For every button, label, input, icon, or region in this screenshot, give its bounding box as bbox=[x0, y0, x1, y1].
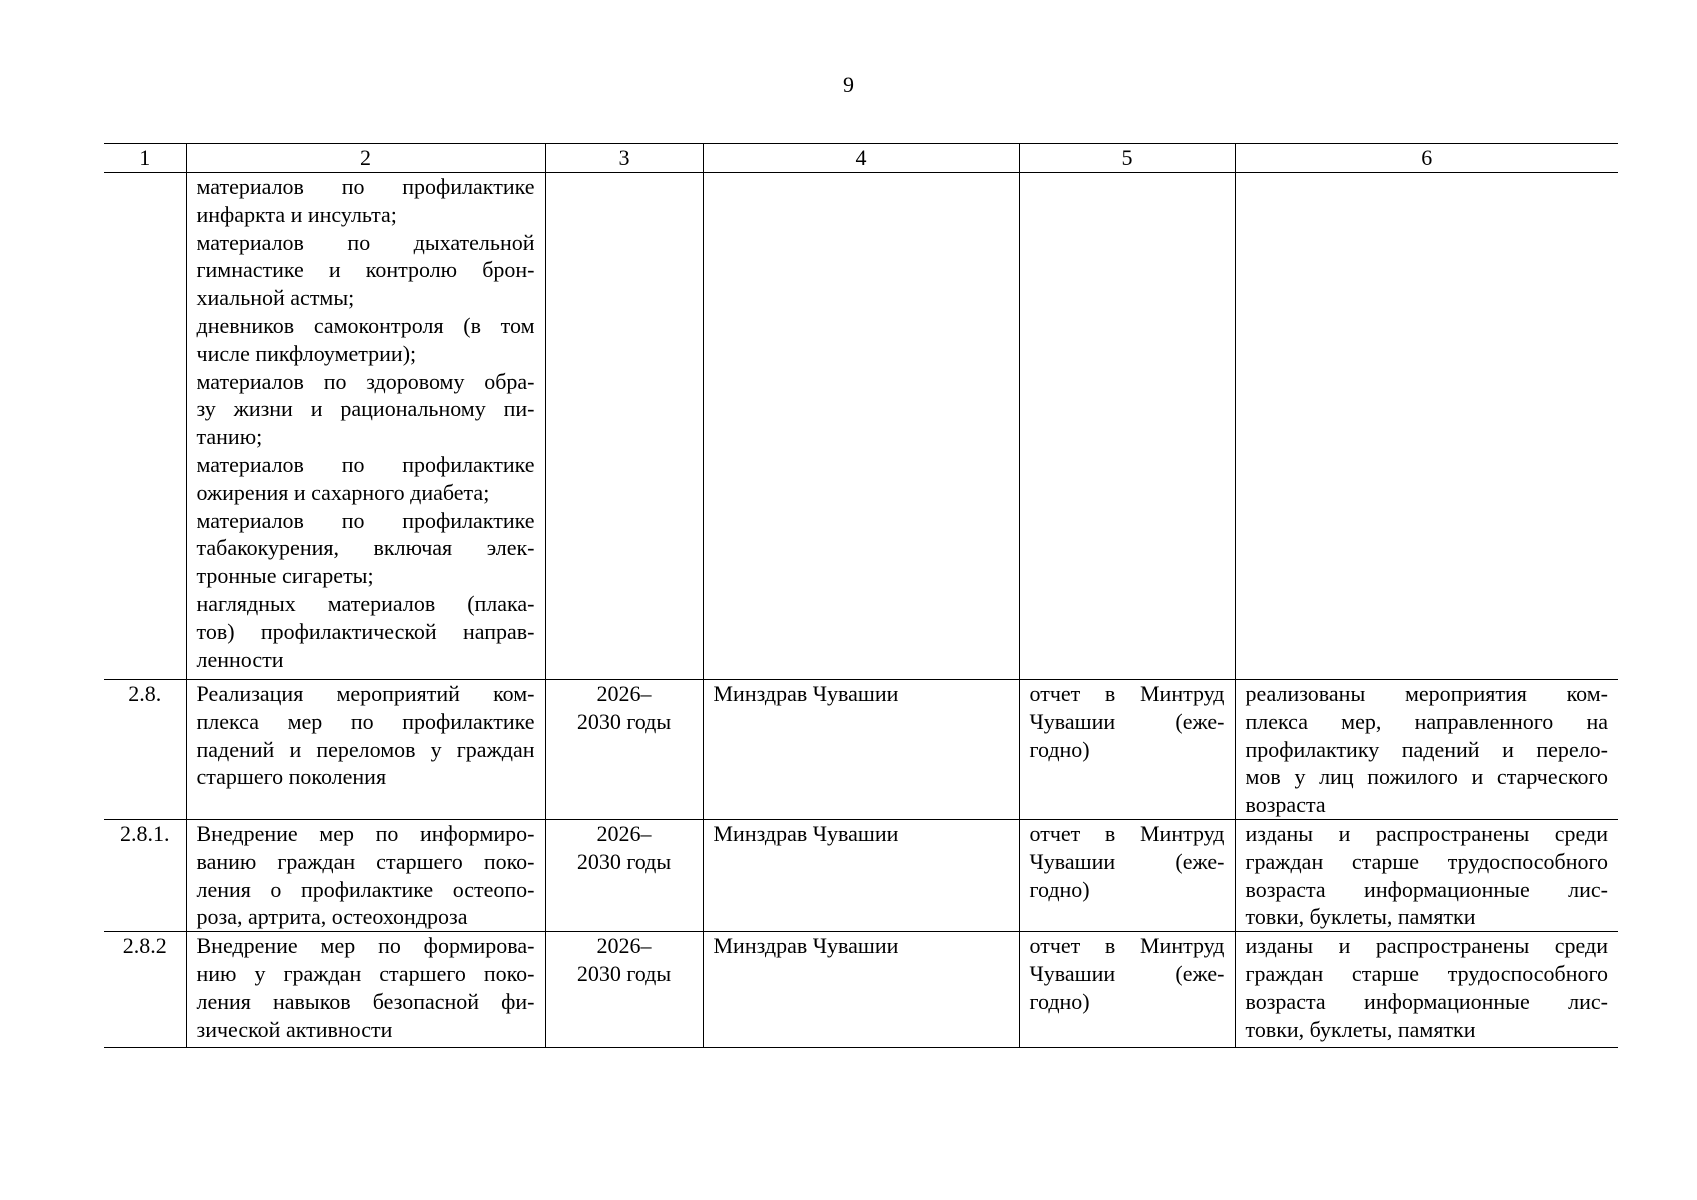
period-cell bbox=[545, 932, 703, 1048]
column-header: 6 bbox=[1235, 144, 1618, 173]
text-line: 2030 годы bbox=[576, 960, 672, 986]
text-line: хиальной астмы; bbox=[196, 285, 355, 311]
column-header: 5 bbox=[1019, 144, 1235, 173]
text-line: годно) bbox=[1029, 876, 1090, 902]
measures-table bbox=[104, 143, 1618, 1048]
text-line: роза, артрита, остеохондроза bbox=[196, 904, 468, 930]
executor-cell bbox=[703, 173, 1019, 680]
event-cell bbox=[186, 173, 545, 680]
page-number: 9 bbox=[843, 72, 854, 97]
text-line: дневников самоконтроля (в том bbox=[196, 312, 535, 338]
text-line: профилактику падений и перело- bbox=[1245, 736, 1608, 762]
text-line: табакокурения, включая элек- bbox=[196, 535, 535, 561]
text-line: гимнастике и контролю брон- bbox=[196, 257, 535, 283]
text-line: падений и переломов у граждан bbox=[196, 736, 535, 762]
text-line: зической активности bbox=[196, 1016, 393, 1042]
text-line: Чувашии (еже- bbox=[1029, 960, 1225, 986]
event-cell bbox=[186, 819, 545, 931]
table-row-2-8-2 bbox=[104, 932, 1618, 1048]
text-line: ленности bbox=[196, 646, 284, 672]
text-line: тронные сигареты; bbox=[196, 563, 374, 589]
text-line: отчет в Минтруд bbox=[1029, 820, 1225, 846]
text-line: числе пикфлоуметрии); bbox=[196, 340, 417, 366]
text-line: наглядных материалов (плака- bbox=[196, 590, 535, 616]
table-row-2-8-1 bbox=[104, 819, 1618, 931]
text-line: возраста информационные лис- bbox=[1245, 988, 1608, 1014]
text-line: инфаркта и инсульта; bbox=[196, 201, 397, 227]
text-line: танию; bbox=[196, 424, 263, 450]
text-line: реализованы мероприятия ком- bbox=[1245, 681, 1608, 706]
text-line: 2030 годы bbox=[576, 848, 672, 874]
report-cell bbox=[1019, 932, 1235, 1048]
text-line: изданы и распространены среди bbox=[1245, 933, 1608, 959]
text-line: 2030 годы bbox=[576, 708, 672, 734]
text-line: тов) профилактической направ- bbox=[196, 618, 535, 644]
event-cell bbox=[186, 932, 545, 1048]
text-line: ванию граждан старшего поко- bbox=[196, 848, 535, 874]
text-line: возраста информационные лис- bbox=[1245, 876, 1608, 902]
text-line: ления навыков безопасной фи- bbox=[196, 988, 535, 1014]
text-line: старшего поколения bbox=[196, 764, 387, 790]
row-number-cell: 2.8.1. bbox=[104, 819, 186, 931]
row-number-cell: 2.8.2 bbox=[104, 932, 186, 1048]
text-line: материалов по дыхательной bbox=[196, 229, 535, 255]
report-cell bbox=[1019, 819, 1235, 931]
text-line: товки, буклеты, памятки bbox=[1245, 904, 1476, 930]
text-line: Чувашии (еже- bbox=[1029, 708, 1225, 734]
text-line: зу жизни и рациональному пи- bbox=[196, 396, 535, 422]
text-line: материалов по профилактике bbox=[196, 507, 535, 533]
column-header: 2 bbox=[186, 144, 545, 173]
text-line: 2026– bbox=[596, 681, 652, 706]
period-cell bbox=[545, 819, 703, 931]
text-line: материалов по профилактике bbox=[196, 174, 535, 199]
text-line: Внедрение мер по информиро- bbox=[196, 820, 535, 846]
executor-cell: Минздрав Чувашии bbox=[703, 932, 1019, 1048]
period-cell bbox=[545, 680, 703, 820]
table-header-row bbox=[104, 144, 1618, 173]
report-cell bbox=[1019, 680, 1235, 820]
result-cell bbox=[1235, 680, 1618, 820]
row-number-cell bbox=[104, 173, 186, 680]
text-line: нию у граждан старшего поко- bbox=[196, 960, 535, 986]
text-line: товки, буклеты, памятки bbox=[1245, 1016, 1476, 1042]
column-header: 4 bbox=[703, 144, 1019, 173]
result-cell bbox=[1235, 932, 1618, 1048]
text-line: 2026– bbox=[596, 820, 652, 846]
row-number-cell: 2.8. bbox=[104, 680, 186, 820]
text-line: годно) bbox=[1029, 988, 1090, 1014]
text-line: плекса мер, направленного на bbox=[1245, 708, 1608, 734]
result-cell bbox=[1235, 819, 1618, 931]
text-line: отчет в Минтруд bbox=[1029, 681, 1225, 706]
text-line: мов у лиц пожилого и старческого bbox=[1245, 764, 1608, 790]
text-line: граждан старше трудоспособного bbox=[1245, 848, 1608, 874]
result-cell bbox=[1235, 173, 1618, 680]
text-line: годно) bbox=[1029, 736, 1090, 762]
report-cell bbox=[1019, 173, 1235, 680]
text-line: плекса мер по профилактике bbox=[196, 708, 535, 734]
text-line: отчет в Минтруд bbox=[1029, 933, 1225, 959]
text-line: Реализация мероприятий ком- bbox=[196, 681, 535, 706]
text-line: Чувашии (еже- bbox=[1029, 848, 1225, 874]
column-header: 3 bbox=[545, 144, 703, 173]
period-cell bbox=[545, 173, 703, 680]
table-row-continuation bbox=[104, 173, 1618, 680]
text-line: материалов по здоровому обра- bbox=[196, 368, 535, 394]
table-row-2-8 bbox=[104, 680, 1618, 820]
column-header: 1 bbox=[104, 144, 186, 173]
text-line: ления о профилактике остеопо- bbox=[196, 876, 535, 902]
text-line: Внедрение мер по формирова- bbox=[196, 933, 535, 959]
text-line: граждан старше трудоспособного bbox=[1245, 960, 1608, 986]
executor-cell: Минздрав Чувашии bbox=[703, 819, 1019, 931]
executor-cell: Минздрав Чувашии bbox=[703, 680, 1019, 820]
text-line: изданы и распространены среди bbox=[1245, 820, 1608, 846]
text-line: 2026– bbox=[596, 933, 652, 959]
text-line: ожирения и сахарного диабета; bbox=[196, 479, 490, 505]
event-cell bbox=[186, 680, 545, 820]
text-line: материалов по профилактике bbox=[196, 451, 535, 477]
text-line: возраста bbox=[1245, 792, 1326, 818]
